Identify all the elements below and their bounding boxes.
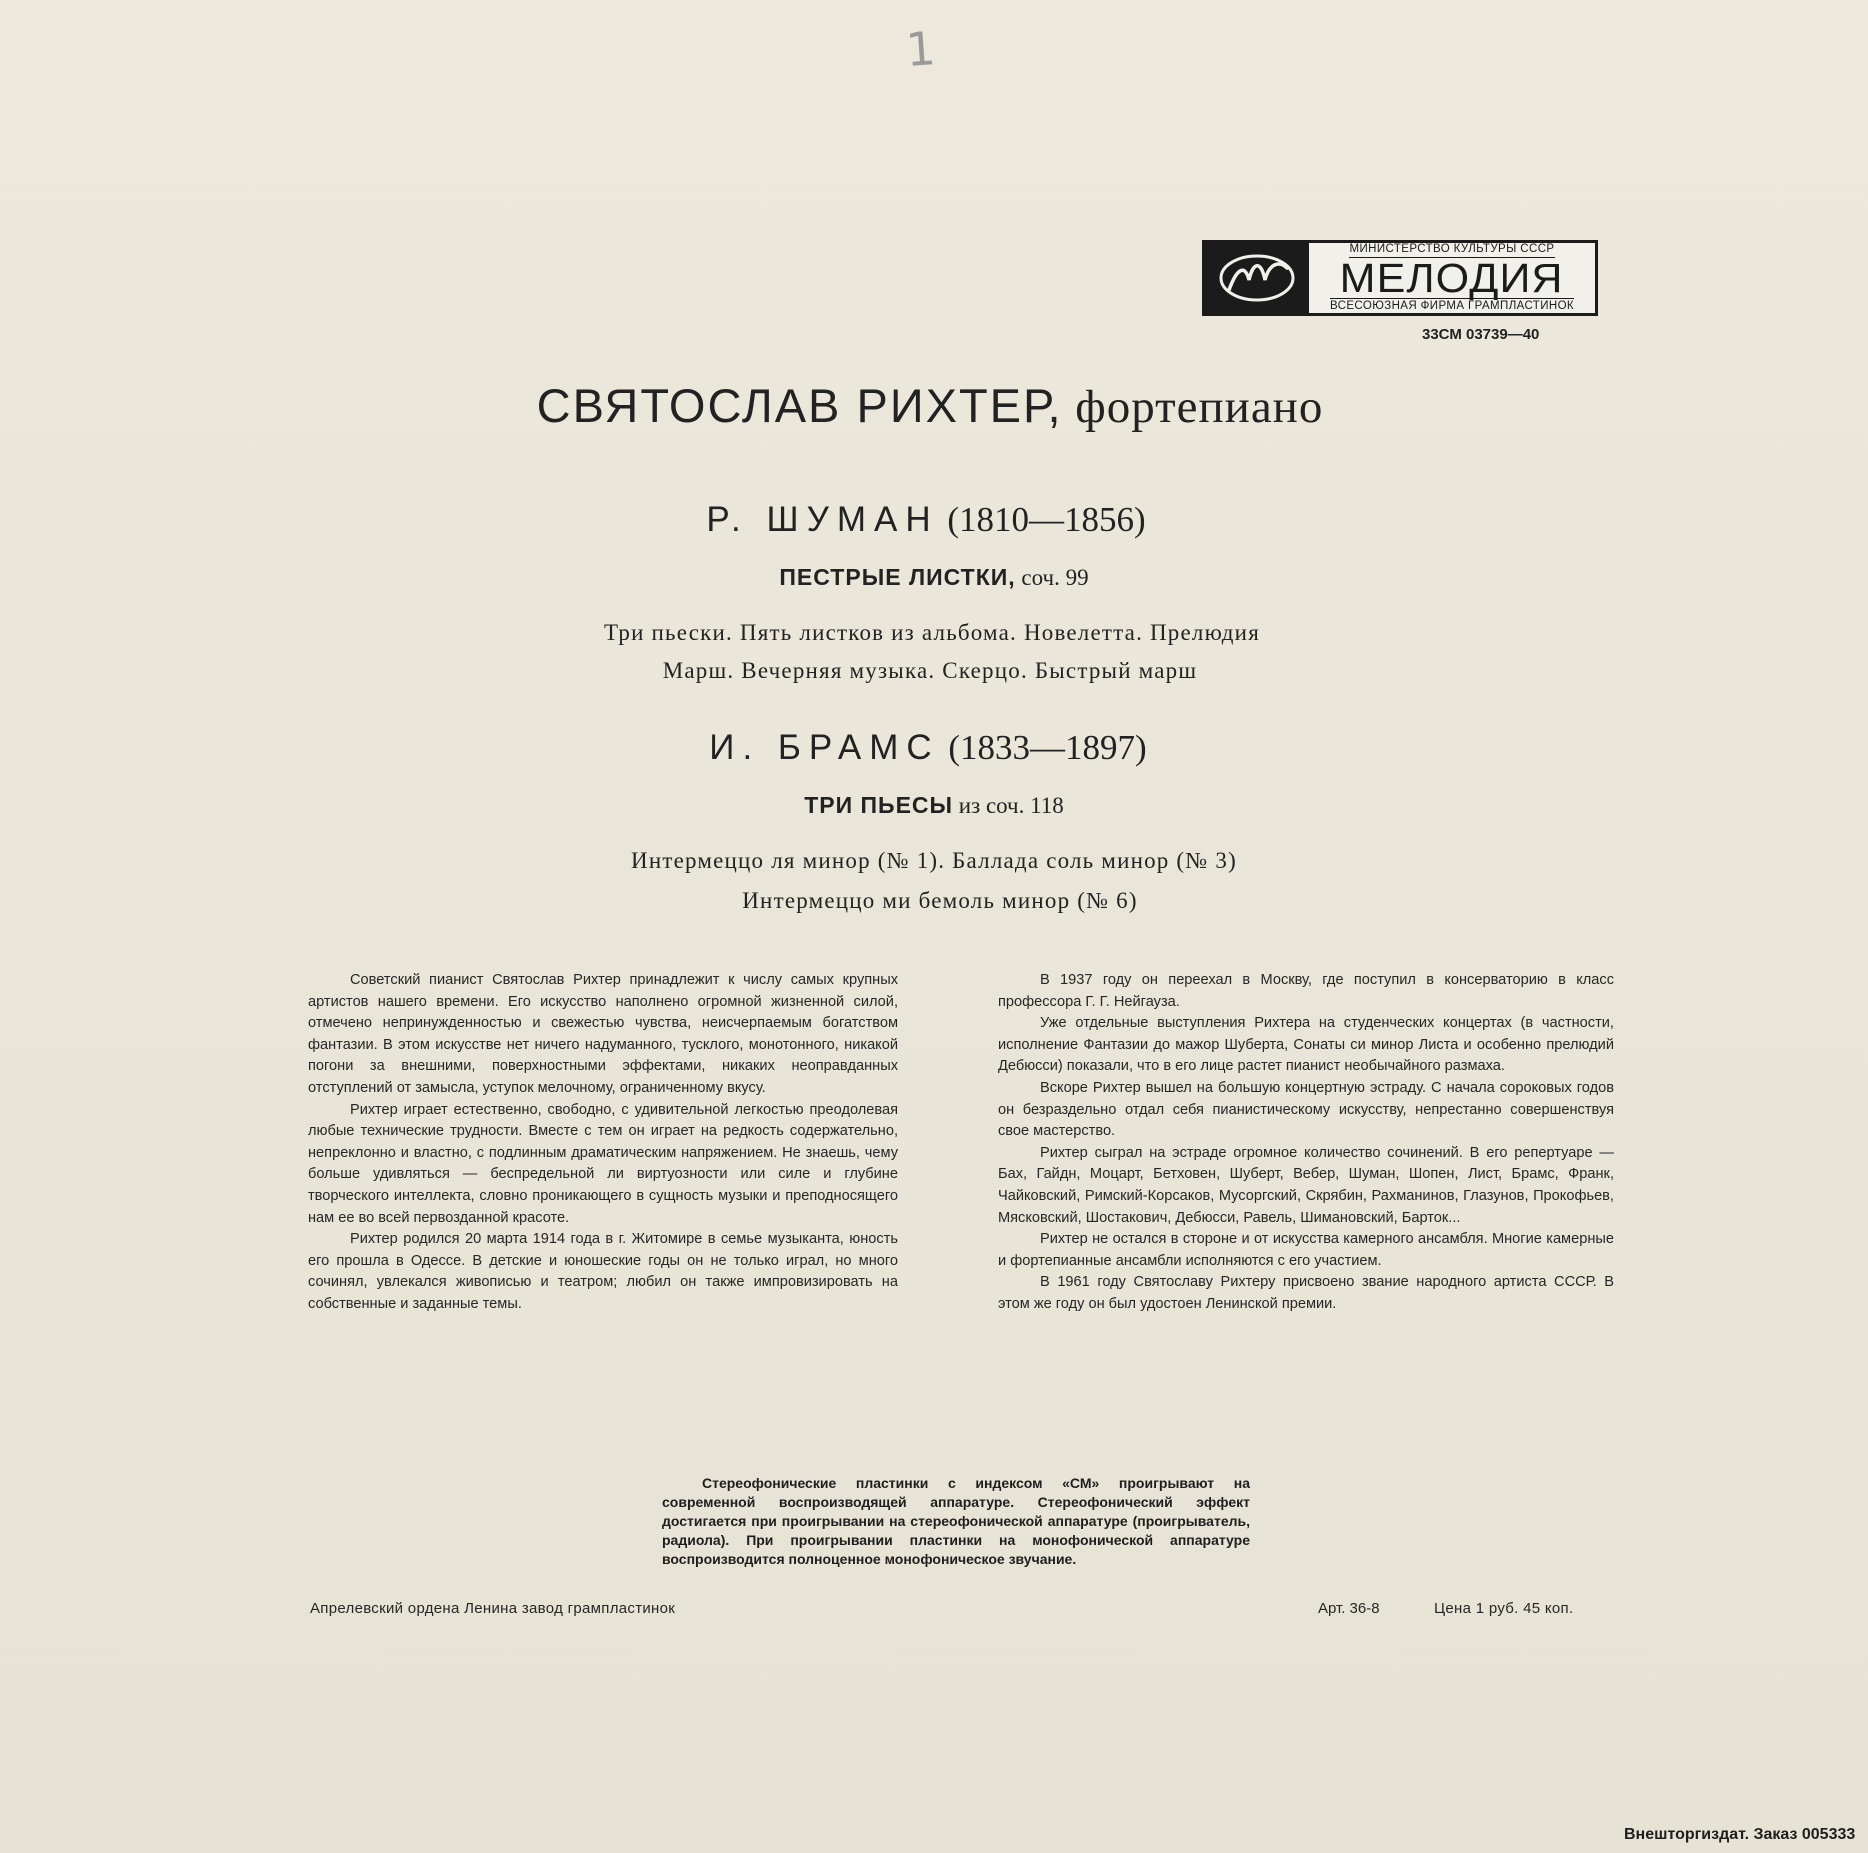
pieces-line: Интермеццо ми бемоль минор (№ 6) — [742, 888, 1138, 913]
work-title-brahms — [0, 792, 1868, 819]
notes-paragraph: Рихтер родился 20 марта 1914 года в г. Житомире в семье музыканта, юность его прошла в Одессе. В детские и юношеские годы он не только играл, но много сочинял, увлекался живописью и театром; любил он также импровизировать на собственные и заданные темы. — [308, 1231, 898, 1312]
work-title-schumann — [0, 564, 1868, 591]
composer-name: Р. ШУМАН — [706, 500, 939, 539]
logo-ministry: МИНИСТЕРСТВО КУЛЬТУРЫ СССР — [1349, 243, 1554, 258]
work-name: ТРИ ПЬЕСЫ — [804, 792, 954, 818]
notes-paragraph: В 1961 году Святославу Рихтеру присвоено звание народного артиста СССР. В этом же году он был удостоен Ленинской премии. — [998, 1274, 1614, 1312]
performer-name: СВЯТОСЛАВ РИХТЕР, — [536, 379, 1063, 432]
manufacturer: Апрелевский ордена Ленина завод грампластинок — [310, 1600, 676, 1617]
notes-paragraph: Рихтер сыграл на эстраде огромное количество сочинений. В его репертуаре — Бах, Гайдн, Моцарт, Бетховен, Шуберт, Вебер, Шуман, Шопен, Лист, Брамс, Франк, Чайковский, Римский-Корсаков, Мусоргский, Скрябин, Рахманинов, Глазунов, Прокофьев, Мясковский, Шостакович, Дебюсси, Равель, Шимановский, Барток... — [998, 1144, 1614, 1226]
melodiya-emblem-icon — [1205, 243, 1309, 313]
logo-brand-name: МЕЛОДИЯ — [1340, 255, 1564, 301]
logo-company: ВСЕСОЮЗНАЯ ФИРМА ГРАМПЛАСТИНОК — [1329, 300, 1575, 312]
notes-paragraph: В 1937 году он переехал в Москву, где поступил в консерваторию в класс профессора Г. Г. Нейгауза. — [998, 972, 1614, 1010]
logo-text — [1309, 243, 1595, 313]
performer-instrument: фортепиано — [1075, 381, 1324, 433]
work-opus: соч. 99 — [1021, 565, 1089, 590]
notes-paragraph: Рихтер не остался в стороне и от искусства камерного ансамбля. Многие камерные и фортепианные ансамбли исполняются с его участием. — [998, 1231, 1614, 1269]
pencil-mark: 1 — [904, 21, 938, 77]
catalog-number: 33СМ 03739—40 — [1422, 326, 1540, 343]
composer-dates: (1833—1897) — [948, 728, 1147, 767]
article-number: Арт. 36-8 — [1318, 1600, 1380, 1617]
pieces-line: Марш. Вечерняя музыка. Скерцо. Быстрый марш — [662, 658, 1198, 683]
stereo-notice: Стереофонические пластинки с индексом «СМ» проигрывают на современной воспроизводящей аппаратуре. Стереофонический эффект достигается при проигрывании на стереофонической аппаратуре (проигрыватель, радиола). При проигрывании пластинки на монофонической аппаратуре воспроизводится полноценное монофоническое звучание. — [662, 1475, 1250, 1567]
notes-paragraph: Уже отдельные выступления Рихтера на студенческих концертах (в частности, исполнение Фантазии до мажор Шуберта, Сонаты си минор Листа и особенно прелюдий Дебюсси) показали, что в его лице растет пианист необычайного размаха. — [998, 1015, 1614, 1075]
melodiya-logo — [1202, 240, 1598, 316]
liner-notes-left — [308, 970, 898, 1316]
price: Цена 1 руб. 45 коп. — [1434, 1600, 1574, 1617]
composer-heading-brahms — [0, 728, 1862, 768]
composer-heading-schumann — [0, 500, 1860, 540]
pieces-line: Интермеццо ля минор (№ 1). Баллада соль минор (№ 3) — [631, 848, 1237, 873]
publisher-order: Внешторгиздат. Заказ 005333 — [1624, 1826, 1856, 1843]
work-opus: из соч. 118 — [958, 793, 1064, 818]
liner-notes-right — [998, 970, 1614, 1316]
pieces-line: Три пьески. Пять листков из альбома. Новелетта. Прелюдия — [604, 620, 1260, 645]
composer-name: И. БРАМС — [709, 728, 940, 767]
notes-paragraph: Вскоре Рихтер вышел на большую концертную эстраду. С начала сороковых годов он безраздельно отдал себя пианистическому искусству, непрестанно совершенствуя свое мастерство. — [998, 1079, 1614, 1140]
notes-paragraph: Советский пианист Святослав Рихтер принадлежит к числу самых крупных артистов нашего времени. Его искусство наполнено огромной жизненной силой, отмечено непринужденностью и свежестью чувства, неисчерпаемым богатством фантазии. В этом искусстве нет ничего надуманного, тусклого, монотонного, никакой погони за внешними, поверхностными эффектами, никаких неоправданных отступлений от замысла, уступок мелочному, ограниченному вкусу. — [308, 972, 898, 1096]
work-name: ПЕСТРЫЕ ЛИСТКИ, — [779, 564, 1016, 590]
composer-dates: (1810—1856) — [947, 500, 1146, 539]
performer-heading — [0, 378, 1864, 434]
notes-paragraph: Рихтер играет естественно, свободно, с удивительной легкостью преодолевая любые технические трудности. Вместе с тем он играет на редкость содержательно, непреклонно и властно, с подлинным драматическим напряжением. Не знаешь, чему больше удивляться — беспредельной ли виртуозности или силе и глубине творческого интеллекта, словно проникающего в сущность музыки и преподносящего нам ее во всей первозданной красоте. — [308, 1101, 898, 1226]
